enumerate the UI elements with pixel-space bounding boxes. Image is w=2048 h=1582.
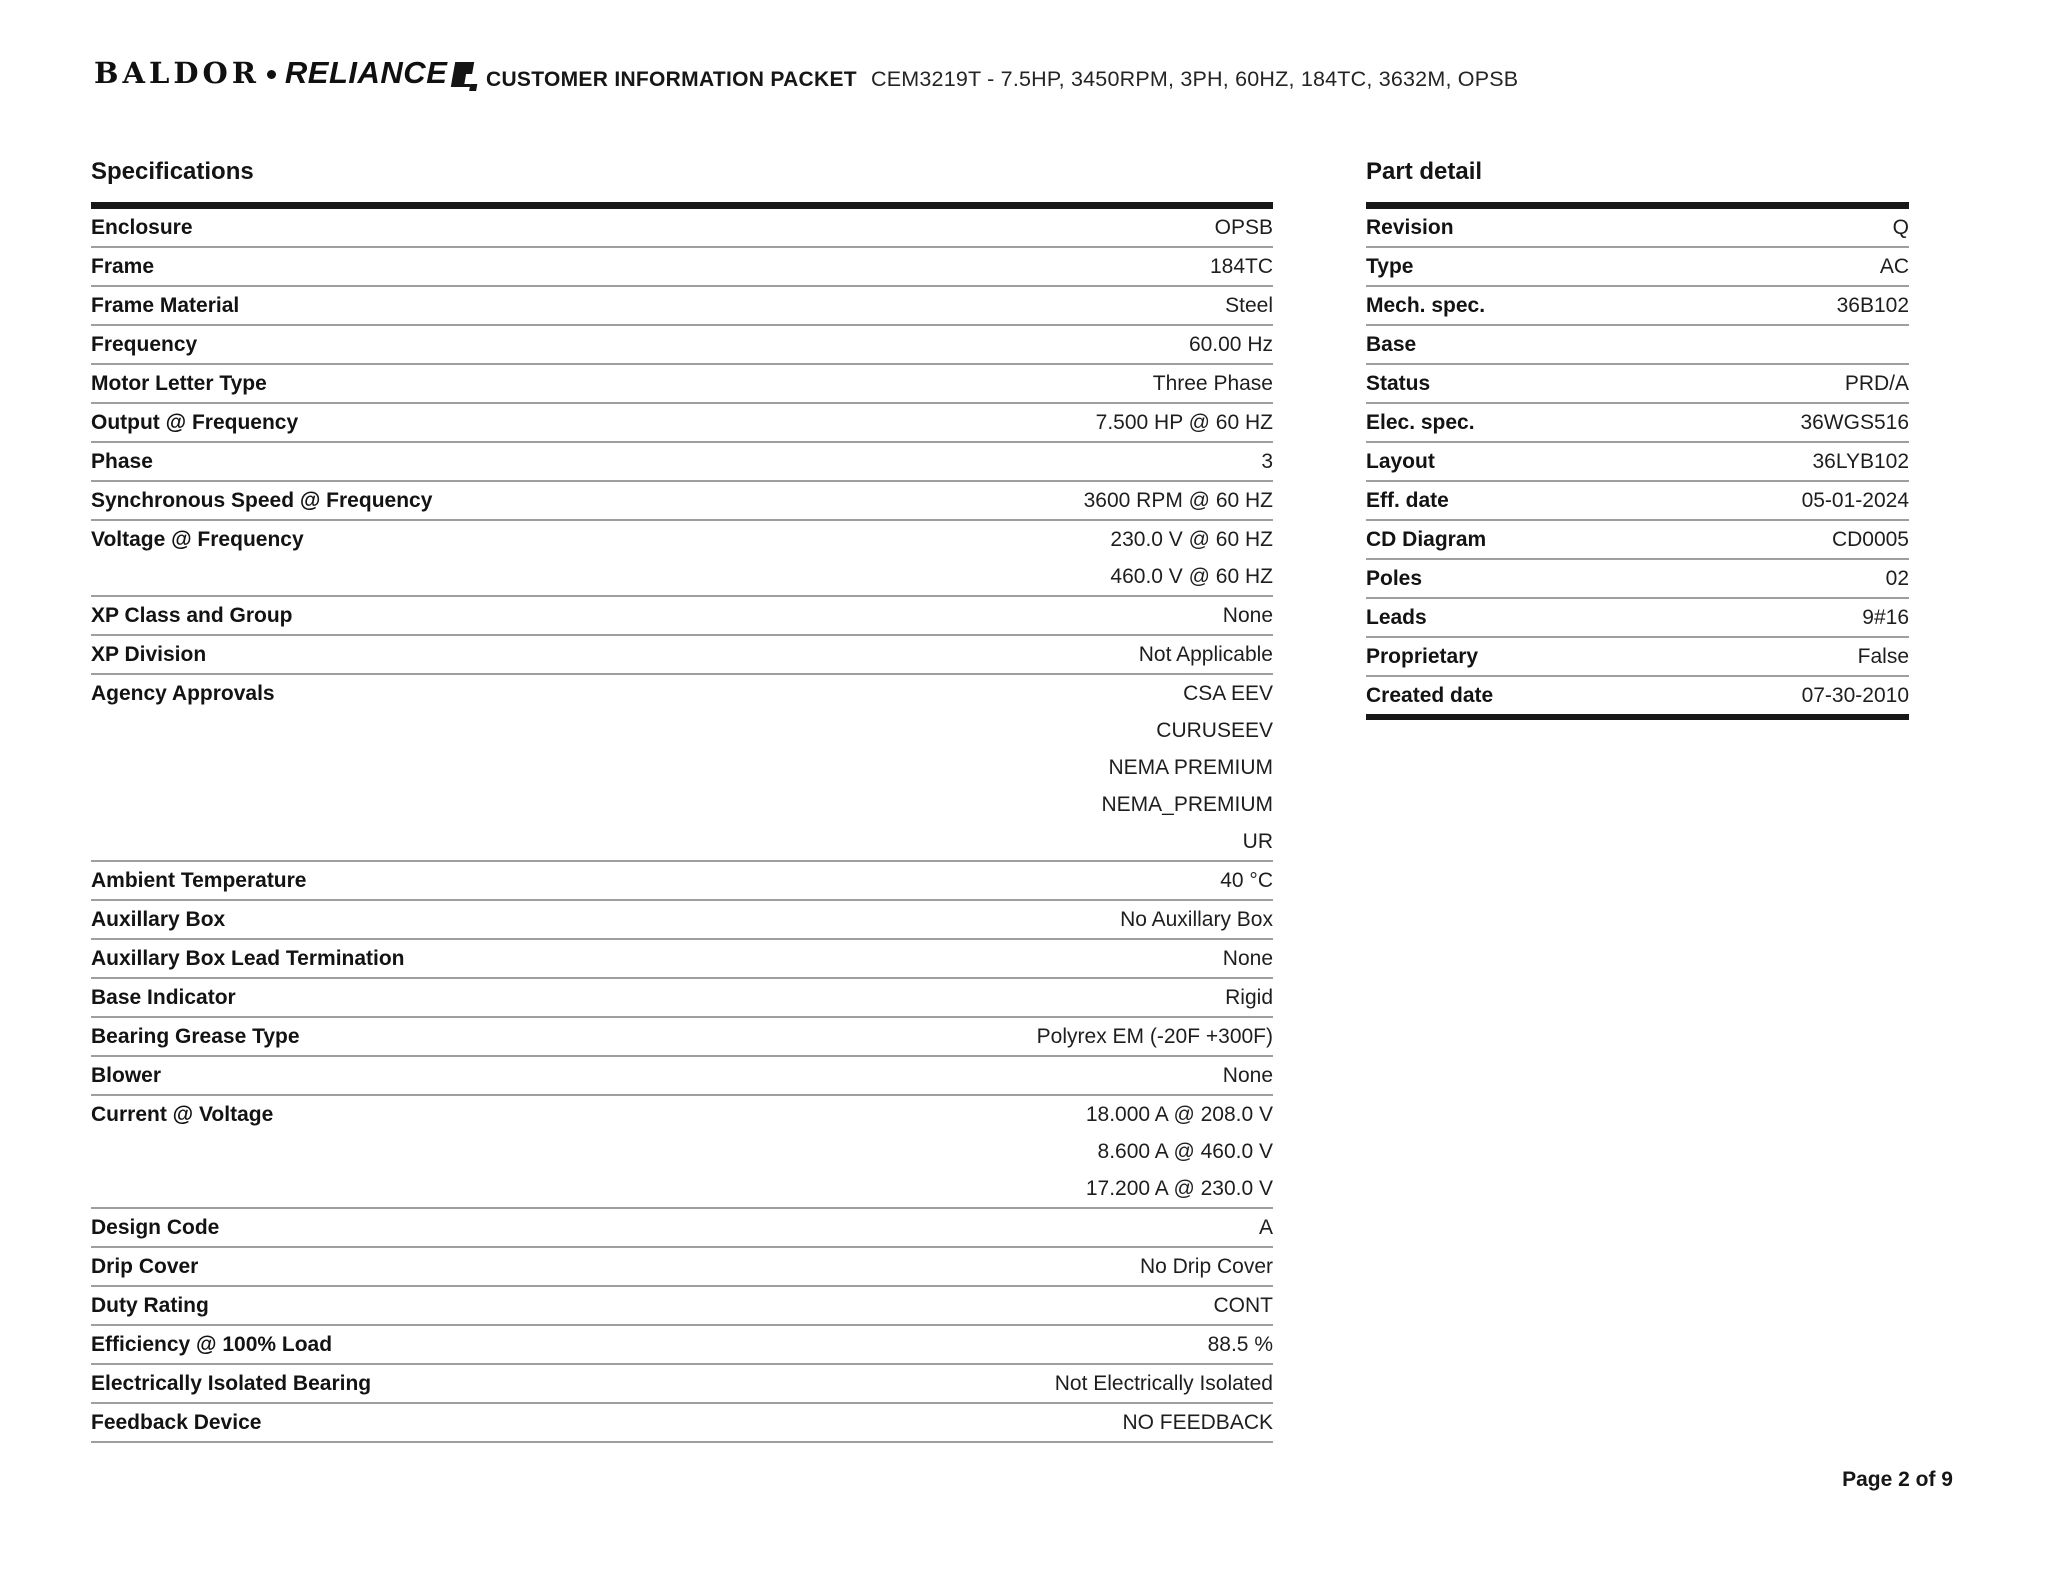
row-label: Agency Approvals <box>91 682 275 705</box>
part-detail-row <box>1366 248 1909 287</box>
row-values <box>1225 979 1273 1016</box>
row-value: 17.200 A @ 230.0 V <box>1085 1177 1273 1200</box>
row-value: 02 <box>1885 567 1909 590</box>
row-label: Revision <box>1366 216 1454 239</box>
row-label: Ambient Temperature <box>91 869 307 892</box>
row-value: CSA EEV <box>1183 682 1273 705</box>
row-values <box>1120 901 1273 938</box>
spec-row <box>91 1365 1273 1404</box>
spec-row <box>91 1096 1273 1209</box>
spec-row <box>91 1057 1273 1096</box>
row-value: No Drip Cover <box>1139 1255 1273 1278</box>
row-value: 07-30-2010 <box>1801 684 1909 707</box>
row-values <box>1122 1404 1273 1441</box>
row-value: 230.0 V @ 60 HZ <box>1110 528 1273 551</box>
row-value: None <box>1222 1064 1273 1087</box>
row-values <box>1139 636 1273 673</box>
part-detail-row <box>1366 326 1909 365</box>
row-values <box>1037 1018 1273 1055</box>
spec-row <box>91 901 1273 940</box>
row-label: Drip Cover <box>91 1255 199 1278</box>
row-value: PRD/A <box>1844 372 1909 395</box>
row-label: Synchronous Speed @ Frequency <box>91 489 433 512</box>
row-label: Electrically Isolated Bearing <box>91 1372 372 1395</box>
row-values <box>1845 365 1909 402</box>
row-label: Phase <box>91 450 153 473</box>
row-values <box>1893 209 1909 246</box>
spec-row <box>91 675 1273 862</box>
spec-row <box>91 1287 1273 1326</box>
row-value: CURUSEEV <box>1156 719 1273 742</box>
part-detail-row <box>1366 599 1909 638</box>
row-values <box>1086 1096 1273 1207</box>
part-detail-row <box>1366 443 1909 482</box>
row-value: 18.000 A @ 208.0 V <box>1085 1103 1273 1126</box>
row-value: 3600 RPM @ 60 HZ <box>1083 489 1273 512</box>
part-detail-row <box>1366 560 1909 599</box>
row-label: Voltage @ Frequency <box>91 528 304 551</box>
row-value: 36LYB102 <box>1812 450 1909 473</box>
logo-mark-notch <box>465 74 477 84</box>
spec-row <box>91 862 1273 901</box>
row-label: Proprietary <box>1366 645 1479 668</box>
row-label: Feedback Device <box>91 1411 262 1434</box>
spec-row <box>91 979 1273 1018</box>
row-label: Blower <box>91 1064 162 1087</box>
row-label: CD Diagram <box>1366 528 1487 551</box>
row-values <box>1225 287 1273 324</box>
row-value: None <box>1222 947 1273 970</box>
part-detail-row <box>1366 482 1909 521</box>
row-value: UR <box>1242 830 1273 853</box>
row-label: Bearing Grease Type <box>91 1025 300 1048</box>
logo-dot-icon <box>267 70 276 79</box>
row-value: No Auxillary Box <box>1120 908 1273 931</box>
spec-row <box>91 326 1273 365</box>
row-value: AC <box>1879 255 1909 278</box>
spec-row <box>91 1404 1273 1443</box>
row-label: Duty Rating <box>91 1294 209 1317</box>
row-values <box>1837 287 1909 324</box>
row-value: Q <box>1892 216 1909 239</box>
row-label: XP Class and Group <box>91 604 293 627</box>
spec-row <box>91 287 1273 326</box>
product-code: CEM3219T - 7.5HP, 3450RPM, 3PH, 60HZ, 184TC, 3632M, OPSB <box>871 67 1519 91</box>
row-values <box>1261 443 1273 480</box>
row-value: NEMA_PREMIUM <box>1101 793 1273 816</box>
spec-row <box>91 404 1273 443</box>
row-values <box>1101 675 1273 860</box>
row-value: OPSB <box>1214 216 1273 239</box>
row-label: Leads <box>1366 606 1427 629</box>
row-value: Steel <box>1225 294 1273 317</box>
row-label: Elec. spec. <box>1366 411 1475 434</box>
row-values <box>1189 326 1273 363</box>
row-label: Current @ Voltage <box>91 1103 274 1126</box>
part-detail-row <box>1366 677 1909 714</box>
row-value: Polyrex EM (-20F +300F) <box>1036 1025 1273 1048</box>
reliance-logo-mark-icon <box>451 62 474 87</box>
row-value: 40 °C <box>1220 869 1273 892</box>
row-label: Base Indicator <box>91 986 236 1009</box>
row-value: 88.5 % <box>1207 1333 1273 1356</box>
part-detail-table <box>1366 202 1909 720</box>
row-label: Mech. spec. <box>1366 294 1486 317</box>
part-detail-row <box>1366 638 1909 677</box>
row-values <box>1055 1365 1273 1402</box>
part-detail-row <box>1366 365 1909 404</box>
spec-row <box>91 1248 1273 1287</box>
row-value: 7.500 HP @ 60 HZ <box>1095 411 1273 434</box>
logo-text-reliance: RELIANCE <box>284 55 448 90</box>
part-detail-section <box>1366 158 1909 720</box>
row-value: 8.600 A @ 460.0 V <box>1097 1140 1273 1163</box>
row-label: Eff. date <box>1366 489 1449 512</box>
row-values <box>1800 404 1909 441</box>
row-label: Status <box>1366 372 1431 395</box>
row-value: 60.00 Hz <box>1188 333 1273 356</box>
part-detail-row <box>1366 521 1909 560</box>
row-label: Type <box>1366 255 1414 278</box>
row-values <box>1862 599 1909 636</box>
row-values <box>1802 677 1909 714</box>
row-label: Layout <box>1366 450 1435 473</box>
row-values <box>1220 862 1273 899</box>
row-value: Not Electrically Isolated <box>1054 1372 1273 1395</box>
part-detail-row <box>1366 404 1909 443</box>
row-value: 05-01-2024 <box>1801 489 1909 512</box>
row-label: Output @ Frequency <box>91 411 299 434</box>
row-value: 184TC <box>1209 255 1273 278</box>
row-label: Frequency <box>91 333 198 356</box>
row-value: False <box>1857 645 1909 668</box>
specifications-title: Specifications <box>91 158 254 185</box>
row-values <box>1208 1326 1273 1363</box>
row-value: 9#16 <box>1862 606 1909 629</box>
row-label: Enclosure <box>91 216 193 239</box>
spec-row <box>91 636 1273 675</box>
row-values <box>1153 365 1273 402</box>
row-label: Frame Material <box>91 294 240 317</box>
spec-row <box>91 521 1273 597</box>
row-value: A <box>1258 1216 1273 1239</box>
spec-row <box>91 1209 1273 1248</box>
row-label: Auxillary Box Lead Termination <box>91 947 405 970</box>
part-detail-row <box>1366 209 1909 248</box>
row-label: Base <box>1366 333 1417 356</box>
row-value: 460.0 V @ 60 HZ <box>1110 565 1273 588</box>
row-values <box>1223 597 1273 634</box>
row-value: None <box>1222 604 1273 627</box>
row-values <box>1110 521 1273 595</box>
specifications-section <box>91 158 1273 1443</box>
row-values <box>1832 521 1909 558</box>
row-values <box>1214 1287 1274 1324</box>
spec-row <box>91 365 1273 404</box>
specifications-table <box>91 202 1273 1443</box>
row-label: Efficiency @ 100% Load <box>91 1333 333 1356</box>
row-values <box>1210 248 1273 285</box>
row-values <box>1096 404 1273 441</box>
page-indicator: Page 2 of 9 <box>1842 1468 1953 1491</box>
spec-row <box>91 482 1273 521</box>
row-values <box>1223 940 1273 977</box>
doc-title: CUSTOMER INFORMATION PACKET <box>486 68 857 91</box>
spec-row <box>91 597 1273 636</box>
spec-row <box>91 209 1273 248</box>
row-label: Created date <box>1366 684 1494 707</box>
row-label: Poles <box>1366 567 1423 590</box>
row-value: NEMA PREMIUM <box>1108 756 1273 779</box>
row-value: 3 <box>1261 450 1273 473</box>
row-value: Rigid <box>1225 986 1273 1009</box>
row-values <box>1858 638 1909 675</box>
spec-row <box>91 1326 1273 1365</box>
row-value: Three Phase <box>1152 372 1273 395</box>
part-detail-title: Part detail <box>1366 158 1483 185</box>
row-values <box>1215 209 1273 246</box>
row-value: CD0005 <box>1831 528 1909 551</box>
spec-row <box>91 940 1273 979</box>
row-values <box>1084 482 1273 519</box>
spec-row <box>91 443 1273 482</box>
spec-row <box>91 1018 1273 1057</box>
row-value: 36WGS516 <box>1800 411 1909 434</box>
row-values <box>1802 482 1909 519</box>
row-values <box>1812 443 1909 480</box>
row-value: NO FEEDBACK <box>1122 1411 1273 1434</box>
row-value: 36B102 <box>1836 294 1909 317</box>
row-label: Motor Letter Type <box>91 372 267 395</box>
logo-text-baldor: BALDOR <box>94 56 260 90</box>
row-label: Design Code <box>91 1216 220 1239</box>
baldor-reliance-logo <box>94 56 472 90</box>
row-label: Auxillary Box <box>91 908 226 931</box>
row-label: XP Division <box>91 643 207 666</box>
row-values <box>1886 560 1909 597</box>
logo-mark-chip <box>469 84 477 91</box>
part-detail-row <box>1366 287 1909 326</box>
row-values <box>1140 1248 1273 1285</box>
row-value: CONT <box>1213 1294 1273 1317</box>
row-values <box>1259 1209 1273 1246</box>
spec-row <box>91 248 1273 287</box>
row-label: Frame <box>91 255 155 278</box>
row-values <box>1223 1057 1273 1094</box>
row-values <box>1880 248 1909 285</box>
row-value: Not Applicable <box>1138 643 1273 666</box>
